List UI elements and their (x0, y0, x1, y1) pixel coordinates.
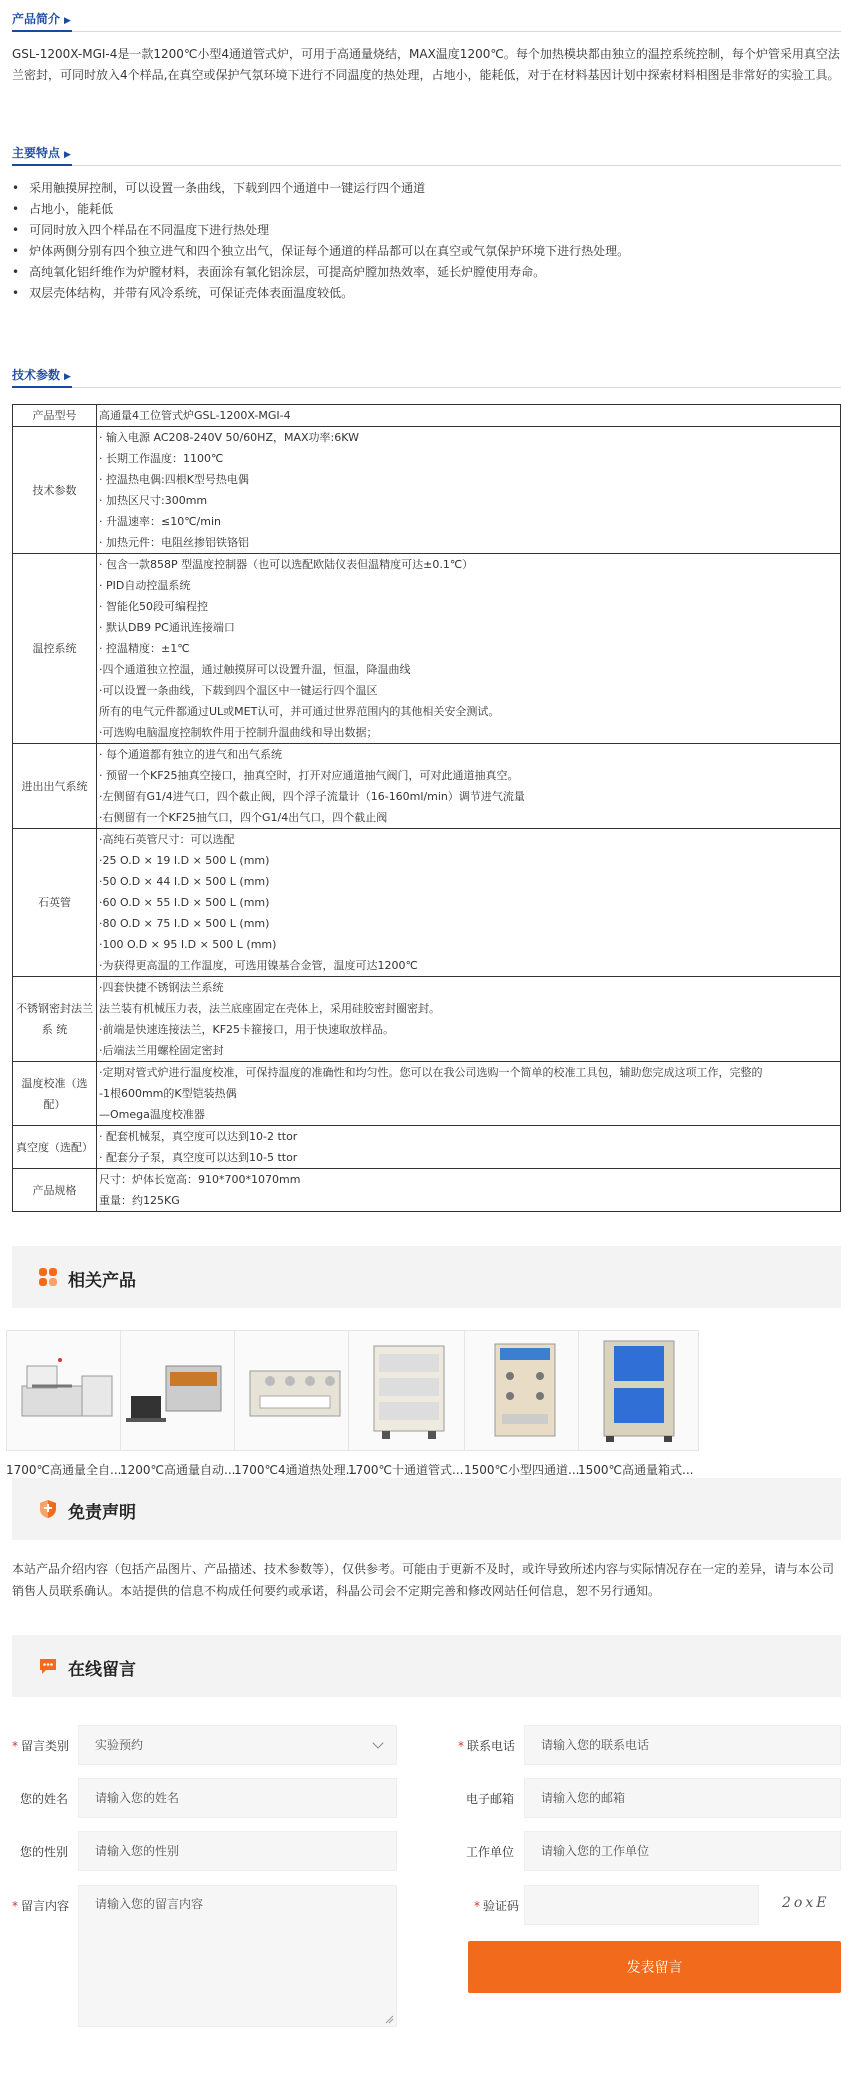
company-label: 工作单位 (466, 1845, 515, 1859)
spec-line: · 每个通道都有独立的进气和出气系统 (99, 748, 282, 761)
spec-value (97, 829, 841, 977)
spec-key: 温控系统 (13, 554, 97, 744)
spec-row (13, 1126, 841, 1169)
disclaimer-title: 免责声明 (68, 1503, 136, 1523)
spec-key: 产品型号 (13, 405, 97, 427)
spec-line: ·可选购电脑温度控制软件用于控制升温曲线和导出数据； (99, 726, 378, 739)
feature-item: • 可同时放入四个样品在不同温度下进行热处理 (12, 220, 841, 241)
spec-line: ·高纯石英管尺寸：可以选配 (99, 833, 235, 846)
specs-table (12, 404, 841, 1212)
spec-line: ·60 O.D × 55 I.D × 500 L (mm) (99, 896, 270, 909)
spec-key: 石英管 (13, 829, 97, 977)
chat-bubble-icon (38, 1656, 58, 1676)
related-products-title: 相关产品 (68, 1271, 136, 1291)
spec-line: -1根600mm的K型铠装热偶 (99, 1087, 237, 1100)
spec-line: 法兰装有机械压力表，法兰底座固定在壳体上，采用硅胶密封圈密封。 (99, 1002, 440, 1015)
spec-value (97, 977, 841, 1062)
spec-line: · 加热区尺寸:300mm (99, 494, 208, 507)
features-title-underline (12, 164, 72, 166)
spec-line: ·为获得更高温的工作温度，可选用镍基合金管，温度可达1200℃ (99, 959, 418, 972)
intro-text: GSL-1200X-MGI-4是一款1200℃小型4通道管式炉，可用于高通量烧结，MAX温度1200℃。每个加热模块都由独立的温控系统控制，每个炉管采用真空法兰密封，可同时放入4个样品,在真空或保护气氛环境下进行不同温度的热处理，占地小，能耗低，对于在材料基因计划中探索材料相图是非常好的实验工具。 (12, 47, 840, 82)
name-label: 您的姓名 (20, 1792, 69, 1806)
type-select[interactable]: 实验预约 (78, 1725, 397, 1765)
spec-value (97, 427, 841, 554)
product-image[interactable] (578, 1330, 699, 1451)
spec-line: 高通量4工位管式炉GSL-1200X-MGI-4 (99, 409, 291, 422)
spec-line: 所有的电气元件都通过UL或MET认可，并可通过世界范围内的其他相关安全测试。 (99, 705, 500, 718)
spec-line: ·50 O.D × 44 I.D × 500 L (mm) (99, 875, 270, 888)
spec-line: · 加热元件：电阻丝掺铝铁铬铝 (99, 536, 249, 549)
feature-item: • 炉体两侧分别有四个独立进气和四个独立出气，保证每个通道的样品都可以在真空或气氛保护环境下进行热处理。 (12, 241, 841, 262)
spec-line: ·后端法兰用螺栓固定密封 (99, 1044, 224, 1057)
gender-input[interactable]: 请输入您的性别 (78, 1831, 397, 1871)
features-list (12, 166, 841, 356)
spec-key: 不锈钢密封法兰系 统 (13, 977, 97, 1062)
chevron-down-icon (372, 1737, 383, 1748)
disclaimer-text: 本站产品介绍内容（包括产品图片、产品描述、技术参数等），仅供参考。可能由于更新不及时，或许导致所述内容与实际情况存在一定的差异，请与本公司销售人员联系确认。本站提供的信息不构成任何要约或承诺，科晶公司会不定期完善和修改网站任何信息，恕不另行通知。 (12, 1562, 835, 1598)
spec-line: ·定期对管式炉进行温度校准，可保持温度的准确性和均匀性。您可以在我公司选购一个简单的校准工具包，辅助您完成这项工作，完整的 (99, 1066, 763, 1079)
spec-line: 重量：约125KG (99, 1194, 180, 1207)
spec-value (97, 1062, 841, 1126)
product-card[interactable] (464, 1330, 585, 1478)
feature-item: • 占地小，能耗低 (12, 199, 841, 220)
product-card[interactable] (234, 1330, 358, 1478)
spec-key: 产品规格 (13, 1169, 97, 1212)
spec-line: ·右侧留有一个KF25抽气口，四个G1/4出气口，四个截止阀 (99, 811, 388, 824)
content-textarea[interactable]: 请输入您的留言内容 (78, 1885, 397, 2027)
spec-line: ·25 O.D × 19 I.D × 500 L (mm) (99, 854, 270, 867)
specs-section-header (12, 356, 841, 388)
phone-label: * 联系电话 (458, 1739, 516, 1753)
spec-line: ·前端是快速连接法兰，KF25卡箍接口，用于快速取放样品。 (99, 1023, 395, 1036)
spec-line: ·80 O.D × 75 I.D × 500 L (mm) (99, 917, 270, 930)
features-section-header (12, 134, 841, 166)
spec-row (13, 554, 841, 744)
specs-title-underline (12, 386, 72, 388)
spec-row (13, 977, 841, 1062)
feature-item: • 高纯氧化铝纤维作为炉膛材料，表面涂有氧化铝涂层，可提高炉膛加热效率，延长炉膛使用寿命。 (12, 262, 841, 283)
spec-line: ·四个通道独立控温，通过触摸屏可以设置升温，恒温，降温曲线 (99, 663, 411, 676)
spec-line: · 配套分子泵，真空度可以达到10-5 ttor (99, 1151, 298, 1164)
related-products-header (12, 1246, 841, 1308)
arrow-right-icon: ▶ (64, 372, 71, 382)
spec-line: · 配套机械泵，真空度可以达到10-2 ttor (99, 1130, 298, 1143)
product-caption[interactable]: 1500℃小型四通道... (464, 1463, 580, 1477)
spec-line: —Omega温度校准器 (99, 1108, 205, 1121)
product-caption[interactable]: 1200℃高通量自动... (120, 1463, 236, 1477)
product-card[interactable] (120, 1330, 241, 1478)
spec-key: 进出出气系统 (13, 744, 97, 829)
captcha-label: * 验证码 (474, 1899, 520, 1913)
spec-row (13, 405, 841, 427)
specs-title: 技术参数 ▶ (12, 368, 71, 382)
product-caption[interactable]: 1500℃高通量箱式... (578, 1463, 694, 1477)
name-input[interactable]: 请输入您的姓名 (78, 1778, 397, 1818)
captcha-input[interactable] (524, 1885, 759, 1925)
spec-key: 温度校准（选配） (13, 1062, 97, 1126)
intro-title: 产品简介 ▶ (12, 12, 71, 26)
feature-item: • 双层壳体结构，并带有风冷系统，可保证壳体表面温度较低。 (12, 283, 841, 304)
product-image[interactable] (348, 1330, 469, 1451)
captcha-image[interactable]: 2oxE (782, 1895, 830, 1911)
spec-line: · 输入电源 AC208-240V 50/60HZ，MAX功率:6KW (99, 431, 359, 444)
product-caption[interactable]: 1700℃十通道管式... (348, 1463, 464, 1477)
grid-icon (38, 1267, 58, 1287)
email-input[interactable]: 请输入您的邮箱 (524, 1778, 841, 1818)
product-caption[interactable]: 1700℃4通道热处理... (234, 1463, 358, 1477)
disclaimer-header (12, 1478, 841, 1540)
message-form (12, 1725, 841, 2080)
spec-line: · 控温热电偶:四根K型号热电偶 (99, 473, 249, 486)
product-caption[interactable]: 1700℃高通量全自... (6, 1463, 122, 1477)
content-label: * 留言内容 (12, 1899, 70, 1913)
resize-grip-icon[interactable] (384, 2014, 394, 2024)
spec-row (13, 427, 841, 554)
spec-line: · 长期工作温度：1100℃ (99, 452, 224, 465)
intro-section-header (12, 0, 841, 32)
spec-row (13, 1062, 841, 1126)
email-label: 电子邮箱 (466, 1792, 515, 1806)
spec-line: · PID自动控温系统 (99, 579, 191, 592)
spec-key: 技术参数 (13, 427, 97, 554)
product-image[interactable] (6, 1330, 127, 1451)
product-image[interactable] (120, 1330, 241, 1451)
arrow-right-icon: ▶ (64, 16, 71, 26)
company-input[interactable]: 请输入您的工作单位 (524, 1831, 841, 1871)
features-title: 主要特点 ▶ (12, 146, 71, 160)
spec-line: · 包含一款858P 型温度控制器（也可以选配欧陆仪表但温精度可达±0.1℃） (99, 558, 474, 571)
spec-line: · 预留一个KF25抽真空接口，抽真空时，打开对应通道抽气阀门，可对此通道抽真空。 (99, 769, 519, 782)
product-card[interactable] (578, 1330, 699, 1478)
feature-item: • 采用触摸屏控制，可以设置一条曲线，下载到四个通道中一键运行四个通道 (12, 178, 841, 199)
shield-icon (38, 1499, 58, 1519)
product-card[interactable] (6, 1330, 127, 1478)
spec-value (97, 744, 841, 829)
spec-line: · 升温速率：≤10℃/min (99, 515, 222, 528)
spec-value (97, 1126, 841, 1169)
spec-key: 真空度（选配） (13, 1126, 97, 1169)
message-title: 在线留言 (68, 1660, 136, 1680)
spec-line: ·可以设置一条曲线，下载到四个温区中一键运行四个温区 (99, 684, 378, 697)
spec-line: · 智能化50段可编程控 (99, 600, 208, 613)
spec-line: 尺寸：炉体长宽高：910*700*1070mm (99, 1173, 301, 1186)
type-label: * 留言类别 (12, 1739, 70, 1753)
spec-value (97, 1169, 841, 1212)
gender-label: 您的性别 (20, 1845, 69, 1859)
spec-value (97, 554, 841, 744)
spec-line: · 控温精度：±1℃ (99, 642, 190, 655)
product-image[interactable] (464, 1330, 585, 1451)
spec-row (13, 744, 841, 829)
intro-title-underline (12, 30, 72, 32)
spec-row (13, 829, 841, 977)
related-products-list (6, 1330, 841, 1477)
spec-line: ·左侧留有G1/4进气口，四个截止阀，四个浮子流量计（16-160ml/min）调节进气流量 (99, 790, 525, 803)
spec-row (13, 1169, 841, 1212)
submit-button[interactable]: 发表留言 (468, 1941, 841, 1993)
spec-value (97, 405, 841, 427)
message-header (12, 1635, 841, 1697)
arrow-right-icon: ▶ (64, 150, 71, 160)
spec-line: ·四套快捷不锈钢法兰系统 (99, 981, 224, 994)
spec-line: · 默认DB9 PC通讯连接端口 (99, 621, 235, 634)
product-image[interactable] (234, 1330, 355, 1451)
spec-line: ·100 O.D × 95 I.D × 500 L (mm) (99, 938, 277, 951)
product-card[interactable] (348, 1330, 469, 1478)
phone-input[interactable]: 请输入您的联系电话 (524, 1725, 841, 1765)
